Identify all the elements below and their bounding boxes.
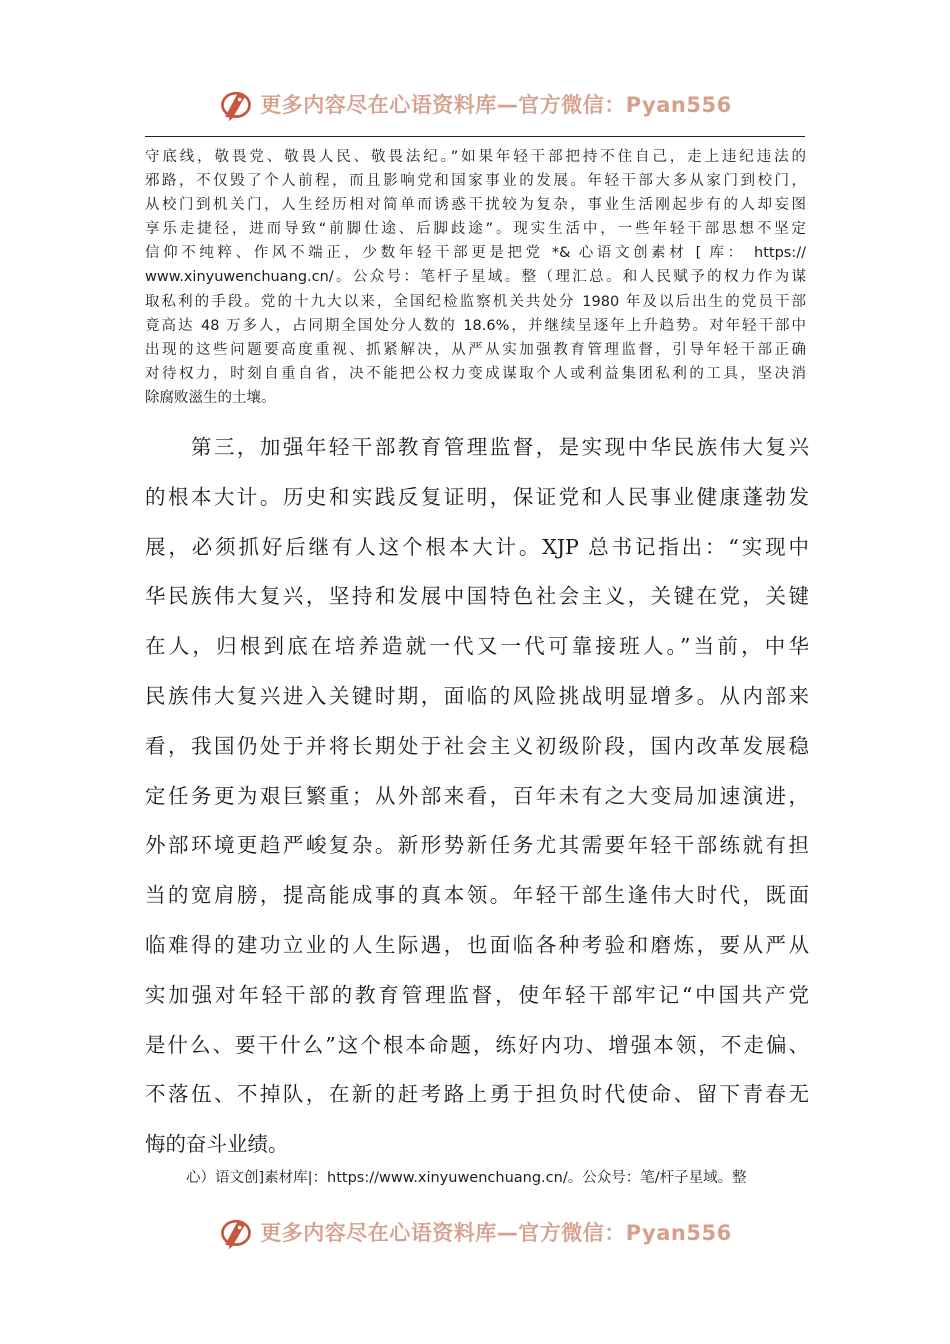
main-paragraph: [145, 423, 809, 1170]
header-banner-text: 更多内容尽在心语资料库—官方微信：Pyan556: [260, 93, 732, 117]
small-paragraph: [145, 145, 806, 410]
small-paragraph-line: 享乐走捷径，进而导致“前脚仕途、后脚歧途”。现实生活中，一些年轻干部思想不坚定: [145, 221, 806, 238]
footer-banner: [0, 1208, 950, 1256]
main-paragraph-line: 不落伍、不掉队，在新的赶考路上勇于担负时代使命、留下青春无: [145, 1082, 809, 1107]
footer-banner-text: 更多内容尽在心语资料库—官方微信：Pyan556: [260, 1221, 732, 1245]
main-paragraph-line: 展，必须抓好后继有人这个根本大计。XJP 总书记指出：“实现中: [145, 534, 809, 559]
main-paragraph-line: 当的宽肩膀，提高能成事的真本领。年轻干部生逢伟大时代，既面: [145, 883, 809, 908]
small-paragraph-line: 竟高达 48 万多人，占同期全国处分人数的 18.6%，并继续呈逐年上升趋势。对年轻干部中: [145, 317, 806, 334]
small-paragraph-line: 对待权力，时刻自重自省，决不能把公权力变成谋取个人或利益集团私利的工具，坚决消: [145, 365, 806, 382]
main-paragraph-line: 是什么、要干什么”这个根本命题，练好内功、增强本领，不走偏、: [145, 1032, 809, 1057]
main-paragraph-line: 第三，加强年轻干部教育管理监督，是实现中华民族伟大复兴: [145, 435, 809, 459]
small-paragraph-line: 信仰不纯粹、作风不端正，少数年轻干部更是把党 *& 心语文创素材 [ 库： https://: [145, 245, 806, 262]
small-paragraph-line: www.xinyuwenchuang.cn/。公众号：笔杆子星域。整（理汇总。和人民赋予的权力作为谋: [145, 269, 806, 286]
header-divider: [145, 136, 805, 137]
small-paragraph-line: 取私利的手段。党的十九大以来，全国纪检监察机关共处分 1980 年及以后出生的党员干部: [145, 293, 806, 310]
main-paragraph-line: 实加强对年轻干部的教育管理监督，使年轻干部牢记“中国共产党: [145, 982, 809, 1007]
pen-nib-logo-icon: [218, 86, 254, 122]
main-paragraph-line: 在人，归根到底在培养造就一代又一代可靠接班人。”当前，中华: [145, 634, 809, 659]
main-paragraph-line: 悔的奋斗业绩。: [145, 1132, 289, 1157]
main-paragraph-line: 临难得的建功立业的人生际遇，也面临各种考验和磨炼，要从严从: [145, 932, 809, 957]
main-paragraph-line: 民族伟大复兴进入关键时期，面临的风险挑战明显增多。从内部来: [145, 683, 809, 708]
small-paragraph-line: 出现的这些问题要高度重视、抓紧解决，从严从实加强教育管理监督，引导年轻干部正确: [145, 341, 806, 358]
small-paragraph-line: 邪路，不仅毁了个人前程，而且影响党和国家事业的发展。年轻干部大多从家门到校门，: [145, 173, 806, 190]
header-banner: [0, 80, 950, 128]
small-paragraph-line: 除腐败滋生的土壤。: [145, 389, 276, 406]
main-paragraph-line: 华民族伟大复兴，坚持和发展中国特色社会主义，关键在党，关键: [145, 584, 809, 609]
main-paragraph-line: 看，我国仍处于并将长期处于社会主义初级阶段，国内改革发展稳: [145, 733, 809, 758]
main-paragraph-line: 的根本大计。历史和实践反复证明，保证党和人民事业健康蓬勃发: [145, 484, 809, 509]
main-paragraph-line: 外部环境更趋严峻复杂。新形势新任务尤其需要年轻干部练就有担: [145, 833, 809, 858]
small-paragraph-line: 守底线，敬畏党、敬畏人民、敬畏法纪。”如果年轻干部把持不住自己，走上违纪违法的: [145, 149, 806, 165]
pen-nib-logo-icon: [218, 1214, 254, 1250]
main-paragraph-line: 定任务更为艰巨繁重；从外部来看，百年未有之大变局加速演进，: [145, 783, 809, 808]
footer-source-note: 心）语文创]素材库|：https://www.xinyuwenchuang.cn/。公众号：笔/杆子星域。整: [186, 1170, 747, 1186]
small-paragraph-line: 从校门到机关门，人生经历相对简单而诱惑干扰较为复杂，事业生活刚起步有的人却妄图: [145, 197, 806, 214]
